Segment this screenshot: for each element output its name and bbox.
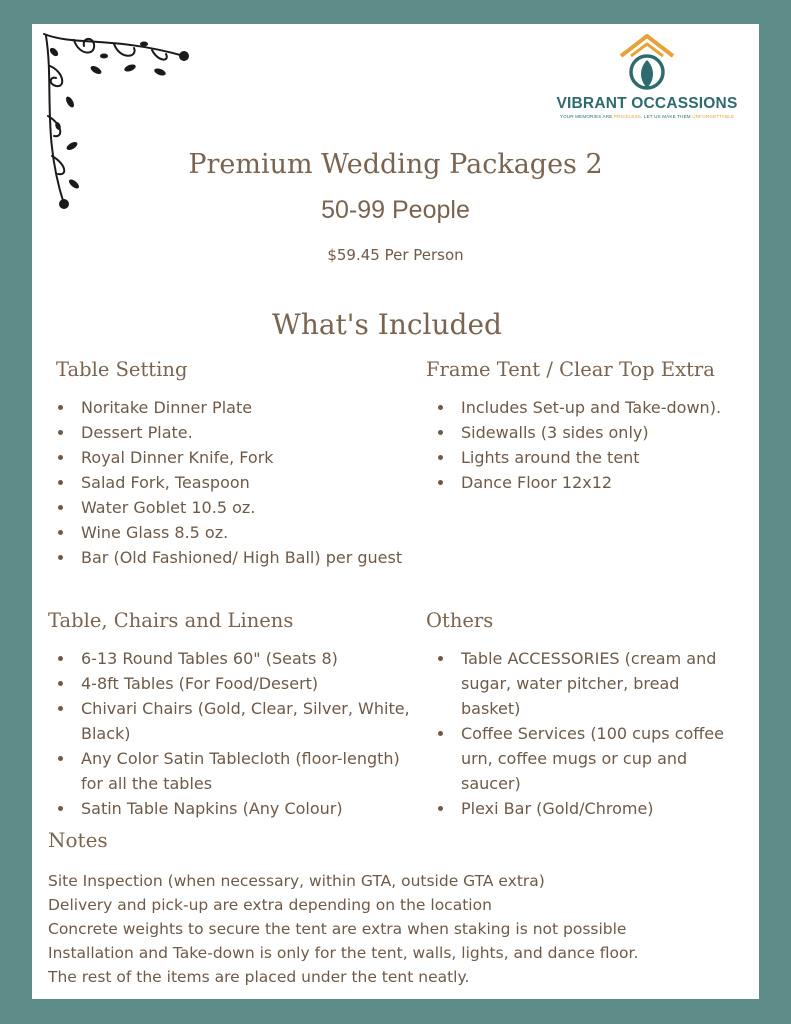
list-item: Wine Glass 8.5 oz. (56, 520, 411, 545)
list-item: Dance Floor 12x12 (436, 470, 726, 495)
notes-title: Notes (48, 828, 108, 852)
notes-line: Concrete weights to secure the tent are extra when staking is not possible (48, 920, 627, 938)
floral-corner-ornament-icon (34, 26, 194, 211)
list-item: Sidewalls (3 sides only) (436, 420, 726, 445)
brand-tagline (552, 114, 742, 119)
list-item: 4-8ft Tables (For Food/Desert) (56, 671, 411, 696)
guest-range: 50-99 People (321, 196, 470, 224)
notes-line: The rest of the items are placed under the tent neatly. (48, 968, 470, 986)
list-item: Bar (Old Fashioned/ High Ball) per guest (56, 545, 411, 570)
others-list (436, 646, 726, 821)
notes-line: Site Inspection (when necessary, within GTA, outside GTA extra) (48, 872, 545, 890)
list-item: Chivari Chairs (Gold, Clear, Silver, White, Black) (56, 696, 411, 746)
frame-tent-title: Frame Tent / Clear Top Extra (426, 358, 715, 381)
tagline-part: PRICELESS (613, 114, 642, 119)
tagline-part: . LET US MAKE THEM (641, 114, 693, 119)
tables-chairs-list (56, 646, 411, 821)
list-item: Plexi Bar (Gold/Chrome) (436, 796, 726, 821)
tables-chairs-title: Table, Chairs and Linens (48, 609, 294, 632)
notes-body (48, 869, 638, 989)
notes-line: Delivery and pick-up are extra depending on the location (48, 896, 492, 914)
list-item: 6-13 Round Tables 60" (Seats 8) (56, 646, 411, 671)
list-item: Water Goblet 10.5 oz. (56, 495, 411, 520)
others-title: Others (426, 609, 494, 632)
package-flyer (32, 24, 759, 999)
house-leaf-logo-icon (617, 32, 677, 92)
list-item: Satin Table Napkins (Any Colour) (56, 796, 411, 821)
list-item: Salad Fork, Teaspoon (56, 470, 411, 495)
tagline-part: UNFORGETTABLE (692, 114, 735, 119)
tagline-part: YOUR MEMORIES ARE (559, 114, 614, 119)
list-item: Royal Dinner Knife, Fork (56, 445, 411, 470)
table-setting-title: Table Setting (56, 358, 188, 381)
list-item: Lights around the tent (436, 445, 726, 470)
brand-logo (552, 32, 742, 128)
page-title: Premium Wedding Packages 2 (188, 149, 603, 180)
list-item: Dessert Plate. (56, 420, 411, 445)
frame-tent-list (436, 395, 726, 495)
included-heading: What's Included (272, 308, 502, 341)
list-item: Includes Set-up and Take-down). (436, 395, 726, 420)
list-item: Table ACCESSORIES (cream and sugar, water pitcher, bread basket) (436, 646, 726, 721)
table-setting-list (56, 395, 411, 570)
notes-line: Installation and Take-down is only for the tent, walls, lights, and dance floor. (48, 944, 639, 962)
list-item: Any Color Satin Tablecloth (floor-length) for all the tables (56, 746, 411, 796)
brand-name: VIBRANT OCCASSIONS (556, 95, 738, 112)
price-per-person: $59.45 Per Person (327, 246, 464, 264)
list-item: Noritake Dinner Plate (56, 395, 411, 420)
list-item: Coffee Services (100 cups coffee urn, coffee mugs or cup and saucer) (436, 721, 726, 796)
